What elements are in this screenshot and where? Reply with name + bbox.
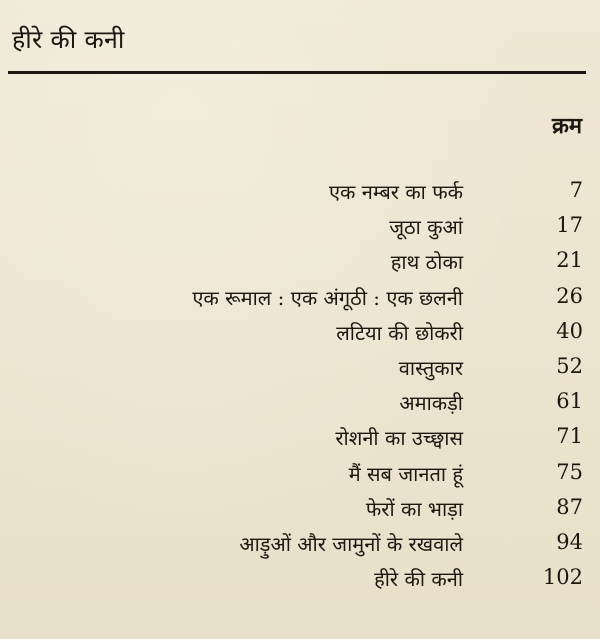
toc-entry xyxy=(0,178,600,213)
toc-entry-page: 7 xyxy=(569,178,583,202)
toc-entry xyxy=(0,284,600,319)
toc-entry-page: 102 xyxy=(542,565,583,590)
toc-entry-title: एक रूमाल : एक अंगूठी : एक छलनी xyxy=(192,285,463,310)
toc-entry-page: 17 xyxy=(556,213,583,238)
toc-entry-page: 40 xyxy=(556,318,583,343)
toc-entry-page: 52 xyxy=(556,353,583,378)
toc-entry-title: मैं सब जानता हूं xyxy=(348,461,463,486)
table-of-contents xyxy=(0,178,600,600)
toc-entry-title: अमाकड़ी xyxy=(399,391,463,416)
toc-entry-title: फेरों का भाड़ा xyxy=(365,496,463,521)
toc-entry xyxy=(0,319,600,354)
toc-heading: क्रम xyxy=(551,113,582,139)
toc-entry-title: लटिया की छोकरी xyxy=(336,320,463,345)
toc-entry-page: 87 xyxy=(556,494,583,519)
toc-entry xyxy=(0,354,600,389)
toc-entry xyxy=(0,389,600,424)
toc-entry-page: 71 xyxy=(556,424,583,449)
toc-entry-page: 94 xyxy=(556,529,583,554)
toc-entry-page: 21 xyxy=(556,248,583,273)
toc-entry-title: हाथ ठोका xyxy=(390,250,463,275)
toc-entry-page: 75 xyxy=(556,459,583,484)
toc-entry xyxy=(0,213,600,248)
toc-entry xyxy=(0,460,600,495)
toc-entry-title: एक नम्बर का फर्क xyxy=(328,180,463,204)
toc-entry-title: हीरे की कनी xyxy=(374,567,463,592)
toc-entry xyxy=(0,495,600,530)
toc-entry-page: 26 xyxy=(556,283,583,308)
toc-entry xyxy=(0,424,600,459)
toc-entry-page: 61 xyxy=(556,389,583,414)
toc-entry-title: आड़ुओं और जामुनों के रखवाले xyxy=(239,531,463,556)
toc-entry-title: वास्तुकार xyxy=(398,355,463,380)
header-rule xyxy=(8,71,586,74)
toc-entry xyxy=(0,248,600,283)
toc-entry-title: जूठा कुआं xyxy=(389,215,463,240)
book-title: हीरे की कनी xyxy=(12,25,125,54)
toc-entry-title: रोशनी का उच्छ्वास xyxy=(335,426,463,451)
toc-entry xyxy=(0,565,600,600)
toc-entry xyxy=(0,530,600,565)
